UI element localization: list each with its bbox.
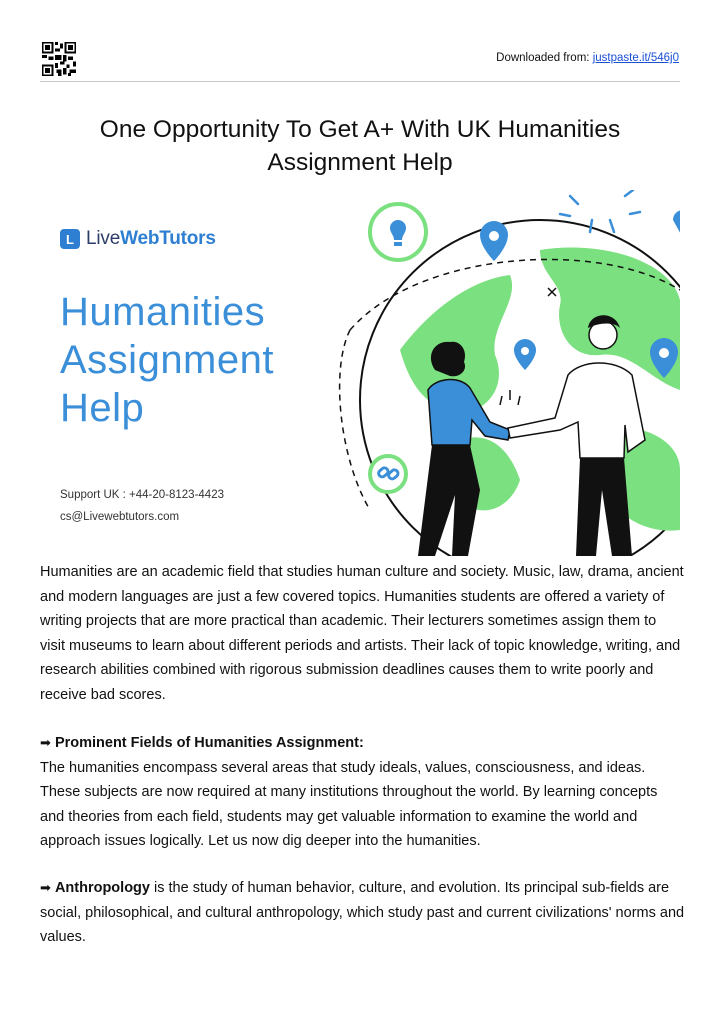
download-prefix: Downloaded from:	[496, 52, 590, 64]
hero-heading-line: Assignment	[60, 338, 274, 382]
hero-heading-line: Help	[60, 386, 145, 430]
arrow-icon: ➡	[40, 735, 51, 750]
page-title: One Opportunity To Get A+ With UK Humanities Assignment Help	[99, 116, 621, 176]
logo-mark-icon: L	[60, 229, 80, 249]
hero-banner	[40, 190, 680, 556]
anthropology-text: is the study of human behavior, culture, and evolution. Its principal sub-fields are social, philosophical, and cultural anthropology, which study past and current civilizations' norms and values.	[40, 880, 685, 945]
fields-heading-text: Prominent Fields of Humanities Assignment:	[54, 735, 364, 751]
fields-section	[40, 731, 685, 854]
download-source	[496, 52, 679, 64]
download-link[interactable]: justpaste.it/546j0	[592, 52, 679, 64]
map-pin-icon	[673, 210, 680, 238]
header-divider	[40, 81, 680, 82]
fields-heading	[40, 731, 685, 756]
intro-paragraph: Humanities are an academic field that studies human culture and society. Music, law, drama, ancient and modern languages are just a few covered topics. Humanities students are offered a variety of writing projects that are more practical than academic. Their lecturers sometimes assign them to visit museums to learn about different periods and artists. Their lack of topic knowledge, writing, and research abilities combined with rigorous submission deadlines causes them to write poorly and receive bad scores.	[40, 564, 684, 703]
fields-paragraph: The humanities encompass several areas that study ideals, values, consciousness, and ideas. These subjects are now required at many institutions throughout the world. By learning concepts and theories from each field, students may get valuable information to examine the world and approach issues logically. Let us now dig deeper into the humanities.	[40, 759, 658, 849]
support-info	[60, 484, 224, 528]
support-phone: Support UK : +44-20-8123-4423	[60, 489, 224, 501]
logo-text: LiveWebTutors	[86, 228, 216, 249]
anthropology-term: Anthropology	[54, 880, 150, 896]
anthropology-paragraph	[40, 876, 685, 950]
support-email: cs@Livewebtutors.com	[60, 511, 180, 523]
hero-heading-line: Humanities	[60, 290, 266, 334]
hero-heading	[60, 288, 274, 432]
arrow-icon: ➡	[40, 880, 51, 895]
brand-logo	[60, 228, 216, 250]
qr-code-icon	[42, 42, 76, 76]
